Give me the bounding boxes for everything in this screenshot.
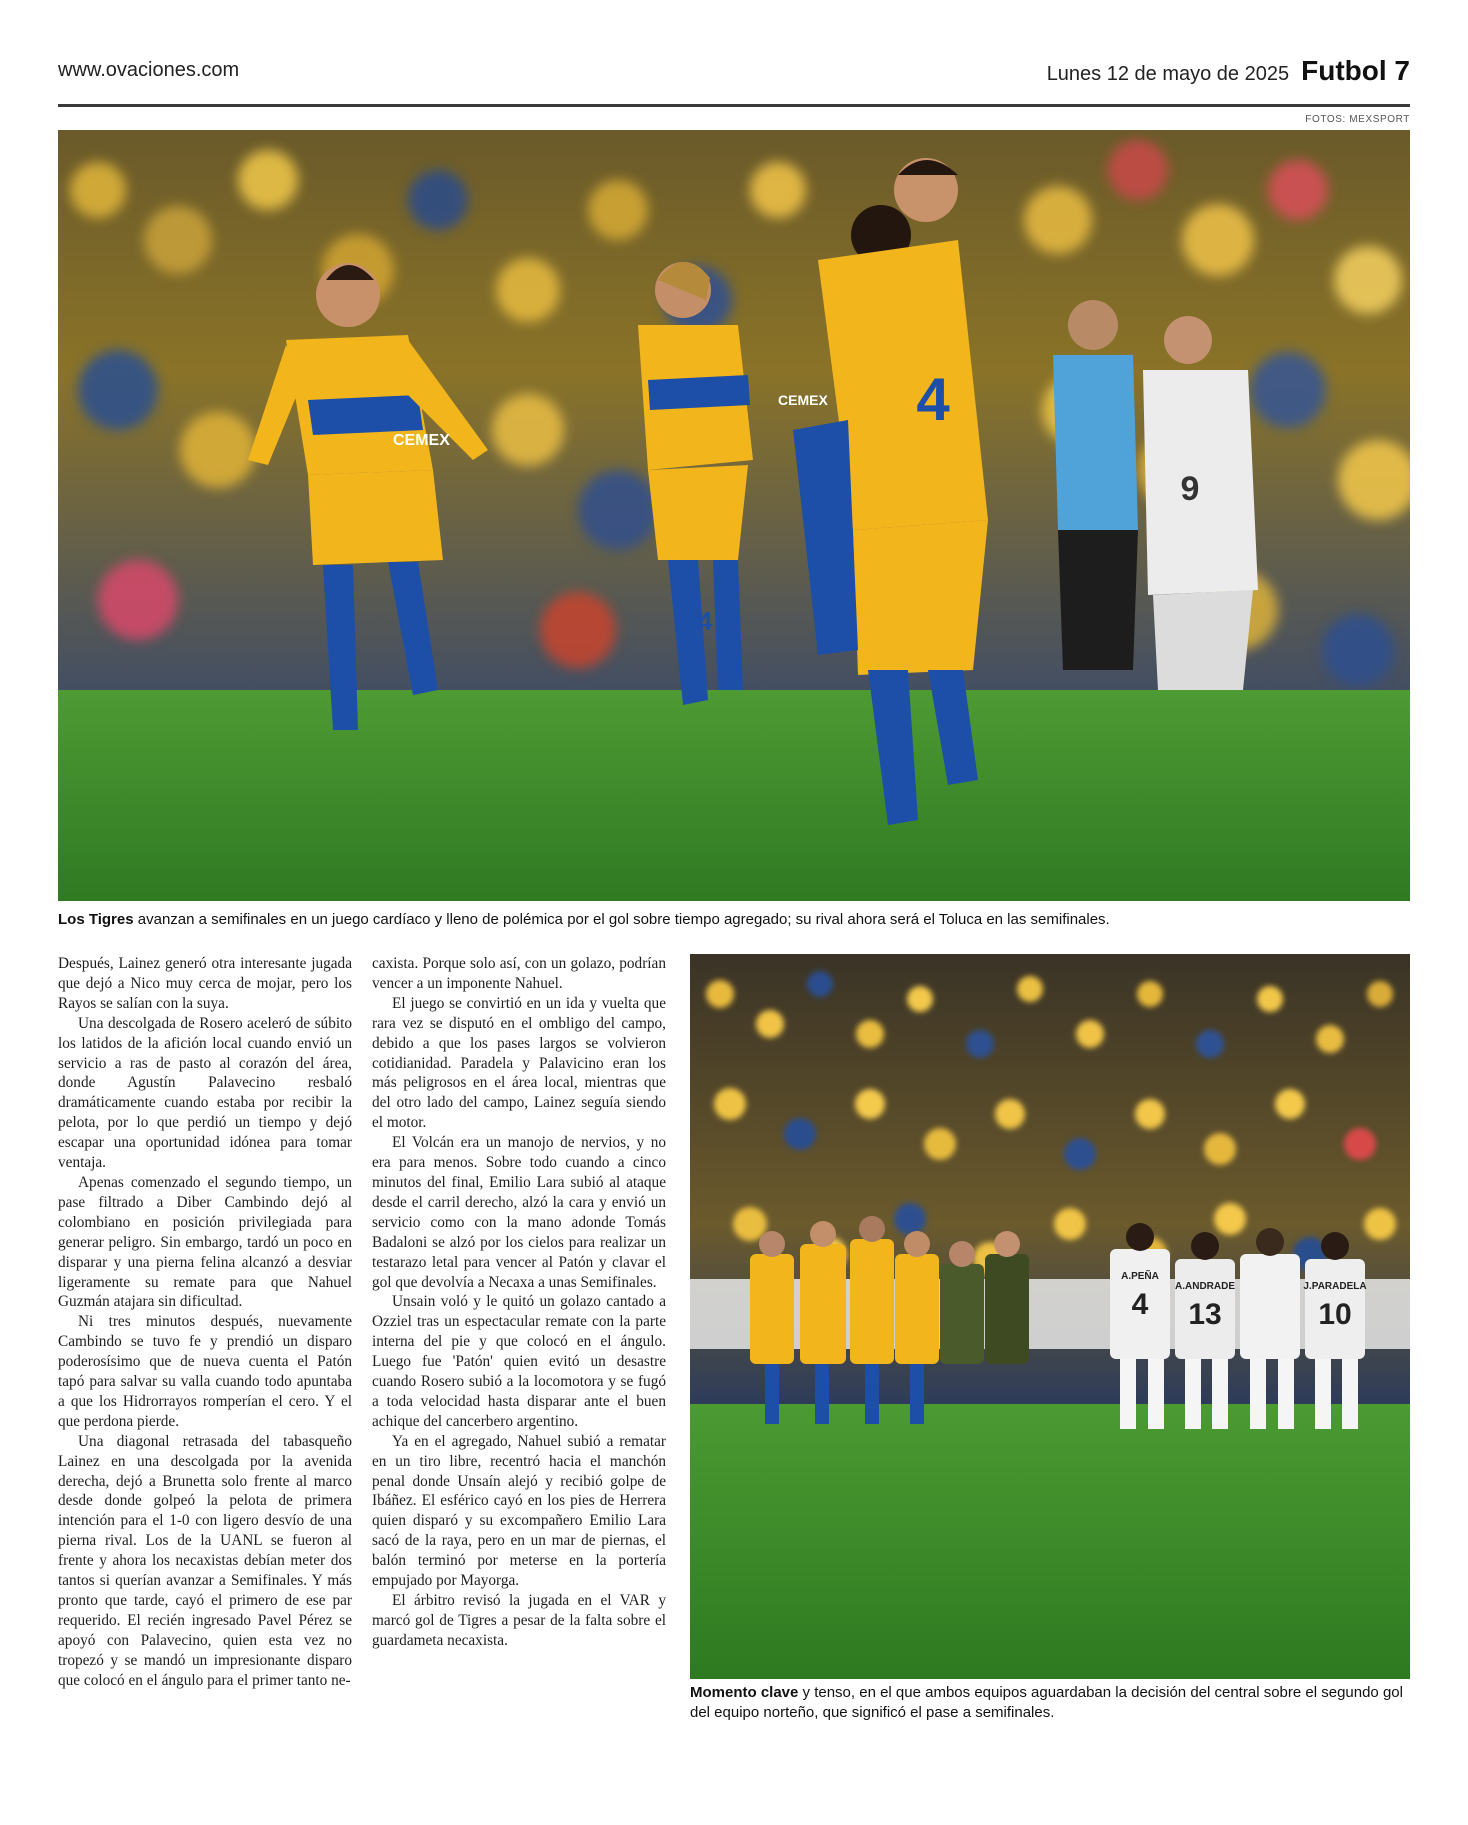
- caption-text: y tenso, en el que ambos equipos aguardaban la decisión del central sobre el segundo gol del equipo norteño, que significó el pase a semifinales.: [690, 1684, 1403, 1721]
- var-waiting-image: [690, 954, 1410, 1679]
- secondary-photo: [690, 954, 1410, 1679]
- site-url: www.ovaciones.com: [58, 59, 240, 81]
- jersey-name-c: J.PARADELA: [1303, 1281, 1367, 1292]
- section-title: [1301, 55, 1410, 87]
- article-column-2: [372, 954, 666, 1651]
- jersey-sponsor-2: CEMEX: [778, 392, 828, 408]
- header-right: [1047, 55, 1410, 87]
- jersey-number-a2: 4: [1131, 1288, 1149, 1321]
- jersey-number-c: 9: [1180, 470, 1200, 508]
- paragraph: Una diagonal retrasada del tabasqueño Lainez en una descolgada por la avenida derecha, dejó a Brunetta solo frente al marco desde donde golpeó la pelota de primera intención para el 1-0 con ligero desvío de una pierna rival. Los de la UANL se fueron al frente y ahora los necaxistas debían meter dos tantos si querían avanzar a Semifinales. Y más pronto que tarde, cayó el primero de ese par requerido. El recién ingresado Pavel Pérez se apoyó con Palavecino, quien esta vez no tropezó y se mandó un impresionante disparo que colocó en el ángulo para el primer tanto ne-: [58, 1432, 352, 1689]
- jersey-name-b: A.ANDRADE: [1175, 1281, 1235, 1292]
- caption-text: avanzan a semifinales en un juego cardíaco y lleno de polémica por el gol sobre tiempo agregado; su rival ahora será el Toluca en las semifinales.: [133, 911, 1110, 928]
- article-column-1: [58, 954, 352, 1691]
- jersey-sponsor-1: CEMEX: [393, 432, 450, 449]
- paragraph: Después, Lainez generó otra interesante jugada que dejó a Nico muy cerca de mojar, pero los Rayos se salían con la suya.: [58, 955, 352, 1012]
- photo-credit: FOTOS: MEXSPORT: [1305, 114, 1410, 125]
- paragraph: El Volcán era un manojo de nervios, y no era para menos. Sobre todo cuando a cinco minutos del final, Emilio Lara subió al ataque desde el carril derecho, alzó la cara y envió un servicio como con la mano adonde Tomás Badaloni se alzó por los cielos para realizar un testarazo letal para vencer al Patón y clavar el gol que devolvía a Necaxa a unas Semifinales.: [372, 1134, 666, 1291]
- paragraph: El árbitro revisó la jugada en el VAR y marcó gol de Tigres a pesar de la falta sobre el guardameta necaxista.: [372, 1592, 666, 1649]
- paragraph: Unsain voló y le quitó un golazo cantado a Ozziel tras un espectacular remate con la parte interna del pie y que colocó en el ángulo. Luego fue 'Patón' quien evitó un desastre cuando Rosero subió a la locomotora y se fugó a toda velocidad hasta disparar ante el buen achique del cancerbero argentino.: [372, 1293, 666, 1430]
- paragraph: Ni tres minutos después, nuevamente Cambindo se tuvo fe y prendió un disparo poderosísimo que de nueva cuenta el Patón tapó para salvar su valla cuando todo apuntaba a que los Hidrorrayos romperían el cero. Y el que perdona pierde.: [58, 1313, 352, 1430]
- jersey-name-a: A.PEÑA: [1121, 1271, 1159, 1282]
- paragraph: Ya en el agregado, Nahuel subió a rematar en un tiro libre, recentró hacia el manchón penal donde Unsaín alejó y recibió golpe de Ibáñez. El esférico cayó en los pies de Herrera quien disparó y su excompañero Emilio Lara sacó de la raya, pero en un mar de piernas, el balón terminó por meterse en la portería empujado por Mayorga.: [372, 1432, 666, 1590]
- page-number: 7: [1394, 55, 1410, 86]
- jersey-number-b2: 13: [1188, 1298, 1222, 1331]
- paragraph: Apenas comenzado el segundo tiempo, un pase filtrado a Diber Cambindo dejó al colombiano en posición privilegiada para generar peligro. Sin embargo, tardó un poco en disparar y una pierna felina alcanzó a desviar ligeramente su remate para que Nahuel Guzmán atajara sin dificultad.: [58, 1173, 352, 1311]
- jersey-number-a: 4: [916, 366, 950, 433]
- caption-lead: Momento clave: [690, 1684, 799, 1701]
- paragraph: El juego se convirtió en un ida y vuelta que rara vez se disputó en el ombligo del campo, debido a que los pases largos se volvieron cotidianidad. Paradela y Palavicino eran los más peligrosos en el área local, mientras que del otro lado del campo, Lainez seguía siendo el motor.: [372, 994, 666, 1132]
- caption-lead: Los Tigres: [58, 911, 134, 928]
- referee: [1053, 300, 1138, 670]
- page-header: [58, 55, 1410, 87]
- opponent-9: [1143, 316, 1258, 690]
- secondary-photo-caption: [690, 1683, 1410, 1723]
- section-name: Futbol: [1301, 55, 1387, 86]
- header-rule: [58, 104, 1410, 107]
- main-photo-caption: [58, 910, 1410, 930]
- main-photo: [58, 130, 1410, 901]
- jersey-number-b: 24: [683, 606, 713, 636]
- paragraph: caxista. Porque solo así, con un golazo, podrían vencer a un imponente Nahuel.: [372, 955, 666, 992]
- paragraph: Una descolgada de Rosero aceleró de súbito los latidos de la afición local cuando envió un servicio a ras de pasto al corazón del área, donde Agustín Palavecino resbaló dramáticamente cuando estaba por recibir la pelota, por lo que perdió un tiempo y dejó escapar una oportunidad idónea para tomar ventaja.: [58, 1014, 352, 1172]
- issue-date: Lunes 12 de mayo de 2025: [1046, 63, 1290, 85]
- jersey-number-c2: 10: [1318, 1298, 1352, 1331]
- tigres-celebration-image: [58, 130, 1410, 901]
